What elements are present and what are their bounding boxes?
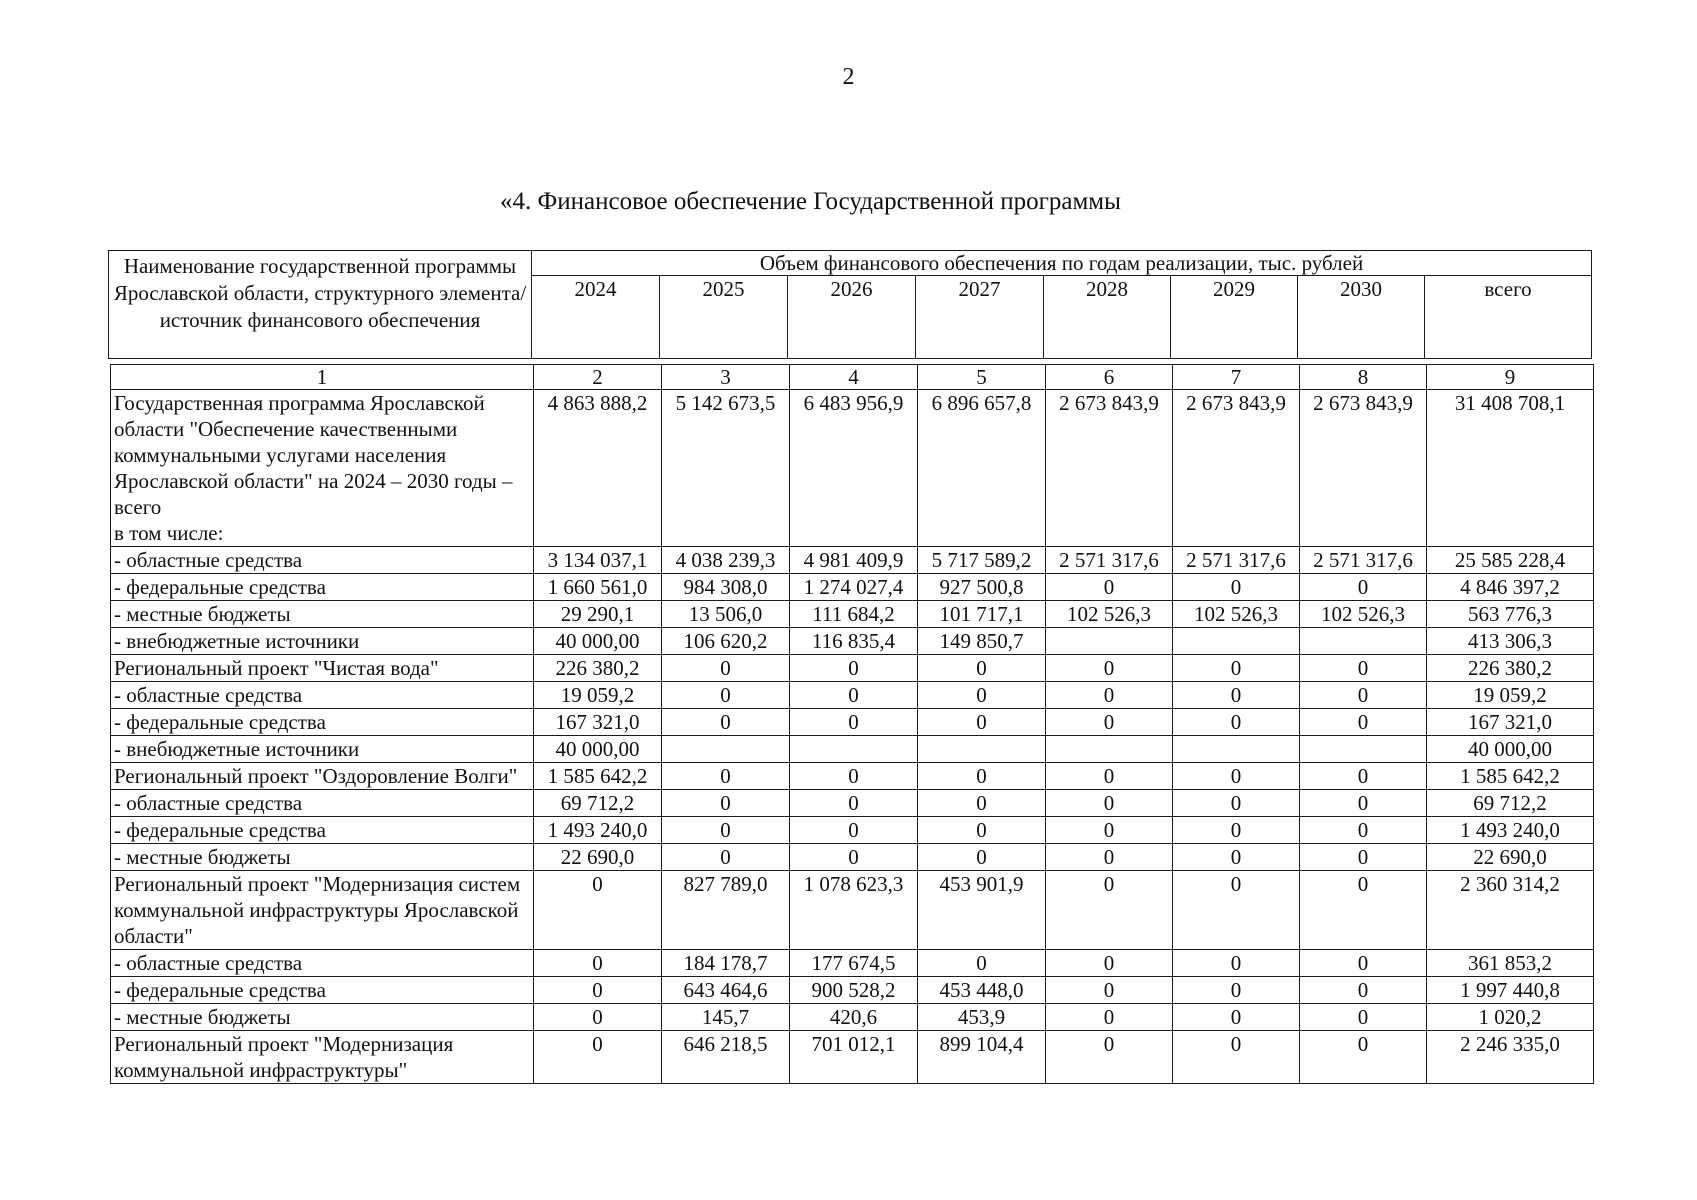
row-value: 0 [662,844,790,871]
row-value: 0 [790,844,918,871]
row-value: 22 690,0 [534,844,662,871]
table-row [111,682,1594,709]
row-value: 1 660 561,0 [534,574,662,601]
row-value: 40 000,00 [534,628,662,655]
row-value: 149 850,7 [918,628,1046,655]
row-value: 453,9 [918,1004,1046,1031]
row-name: - областные средства [111,950,534,977]
row-total: 69 712,2 [1427,790,1594,817]
row-name: Региональный проект "Оздоровление Волги" [111,763,534,790]
row-value: 40 000,00 [534,736,662,763]
row-total: 1 997 440,8 [1427,977,1594,1004]
row-value: 226 380,2 [534,655,662,682]
table-row [111,950,1594,977]
row-name: - федеральные средства [111,977,534,1004]
row-value: 0 [534,1031,662,1084]
row-value: 102 526,3 [1173,601,1300,628]
row-total: 19 059,2 [1427,682,1594,709]
row-value: 0 [918,790,1046,817]
row-value: 0 [790,763,918,790]
row-value: 646 218,5 [662,1031,790,1084]
row-value: 3 134 037,1 [534,547,662,574]
row-total: 4 846 397,2 [1427,574,1594,601]
row-value: 0 [534,950,662,977]
row-value: 4 863 888,2 [534,390,662,547]
row-total: 1 585 642,2 [1427,763,1594,790]
row-value: 453 901,9 [918,871,1046,950]
row-value: 0 [1046,790,1173,817]
row-value: 0 [918,655,1046,682]
row-value: 0 [1300,817,1427,844]
row-name: - федеральные средства [111,709,534,736]
row-value: 0 [1300,790,1427,817]
row-value: 4 981 409,9 [790,547,918,574]
row-value: 0 [1173,1004,1300,1031]
row-value [1046,736,1173,763]
row-value: 0 [1046,574,1173,601]
row-value: 0 [1173,709,1300,736]
row-value: 0 [662,655,790,682]
row-value: 1 274 027,4 [790,574,918,601]
row-value: 900 528,2 [790,977,918,1004]
row-name: - внебюджетные источники [111,736,534,763]
header-year: 2024 [532,276,660,359]
row-value [1046,628,1173,655]
row-total: 226 380,2 [1427,655,1594,682]
row-value: 2 571 317,6 [1300,547,1427,574]
header-year: 2028 [1044,276,1171,359]
header-name-column: Наименование государственной программы Ярославской области, структурного элемента/ источник финансового обеспечения [109,251,532,359]
table-header [108,250,1592,359]
row-value: 0 [790,817,918,844]
table-row [111,736,1594,763]
row-value: 0 [1046,871,1173,950]
row-value: 0 [534,1004,662,1031]
table-row [111,1031,1594,1084]
row-total: 1 020,2 [1427,1004,1594,1031]
row-value: 19 059,2 [534,682,662,709]
row-value [662,736,790,763]
row-value: 0 [790,682,918,709]
row-value: 0 [1300,1004,1427,1031]
row-total: 2 246 335,0 [1427,1031,1594,1084]
row-value: 827 789,0 [662,871,790,950]
header-funding-group: Объем финансового обеспечения по годам реализации, тыс. рублей [532,251,1592,276]
column-number: 6 [1046,365,1173,390]
row-total: 2 360 314,2 [1427,871,1594,950]
row-value [1300,736,1427,763]
row-total: 167 321,0 [1427,709,1594,736]
row-name: - внебюджетные источники [111,628,534,655]
table-row [111,977,1594,1004]
row-name: - федеральные средства [111,817,534,844]
row-value: 5 142 673,5 [662,390,790,547]
table-row [111,1004,1594,1031]
row-value: 0 [790,655,918,682]
row-value: 13 506,0 [662,601,790,628]
row-value: 0 [1300,977,1427,1004]
row-value: 0 [662,790,790,817]
header-year: 2025 [660,276,788,359]
row-value: 0 [662,817,790,844]
row-value: 2 571 317,6 [1173,547,1300,574]
row-value: 0 [1046,763,1173,790]
row-value: 0 [1300,1031,1427,1084]
column-number: 4 [790,365,918,390]
row-name: - местные бюджеты [111,601,534,628]
row-value: 0 [1300,871,1427,950]
row-value: 0 [1300,763,1427,790]
row-name: - областные средства [111,547,534,574]
row-value: 643 464,6 [662,977,790,1004]
table-row [111,709,1594,736]
table-row [111,574,1594,601]
row-value: 899 104,4 [918,1031,1046,1084]
row-value: 0 [1300,844,1427,871]
table-row [111,601,1594,628]
funding-table [110,364,1594,1084]
row-value: 111 684,2 [790,601,918,628]
row-value [918,736,1046,763]
header-year: 2027 [916,276,1044,359]
row-total: 1 493 240,0 [1427,817,1594,844]
row-value: 0 [1046,682,1173,709]
table-row [111,547,1594,574]
row-value: 0 [1046,817,1173,844]
column-number: 2 [534,365,662,390]
row-value: 106 620,2 [662,628,790,655]
row-value: 1 493 240,0 [534,817,662,844]
row-total: 563 776,3 [1427,601,1594,628]
row-value: 177 674,5 [790,950,918,977]
row-value: 0 [1173,977,1300,1004]
row-value: 0 [1046,709,1173,736]
table-row [111,844,1594,871]
row-value: 2 673 843,9 [1173,390,1300,547]
row-value: 0 [1046,1031,1173,1084]
row-total: 361 853,2 [1427,950,1594,977]
row-name: - областные средства [111,790,534,817]
row-value: 167 321,0 [534,709,662,736]
row-value: 0 [662,709,790,736]
row-name: - местные бюджеты [111,1004,534,1031]
row-value: 0 [1173,950,1300,977]
row-total: 25 585 228,4 [1427,547,1594,574]
table-row [111,763,1594,790]
row-value: 0 [1173,574,1300,601]
row-value: 0 [1173,844,1300,871]
row-value: 0 [534,977,662,1004]
row-value: 102 526,3 [1300,601,1427,628]
row-value: 0 [1173,790,1300,817]
row-value: 116 835,4 [790,628,918,655]
row-total: 31 408 708,1 [1427,390,1594,547]
row-value: 0 [1173,817,1300,844]
row-value: 2 571 317,6 [1046,547,1173,574]
row-value: 0 [1300,709,1427,736]
row-value: 453 448,0 [918,977,1046,1004]
row-value: 0 [1046,655,1173,682]
row-value: 145,7 [662,1004,790,1031]
row-total: 40 000,00 [1427,736,1594,763]
row-name: Региональный проект "Модернизация коммунальной инфраструктуры" [111,1031,534,1084]
row-value [790,736,918,763]
row-value: 0 [1173,763,1300,790]
row-total: 22 690,0 [1427,844,1594,871]
row-value [1300,628,1427,655]
row-value: 984 308,0 [662,574,790,601]
row-name: Региональный проект "Модернизация систем коммунальной инфраструктуры Ярославской области" [111,871,534,950]
row-value: 0 [918,844,1046,871]
table-row [111,628,1594,655]
row-value: 0 [662,682,790,709]
document-title: «4. Финансовое обеспечение Государственной программы [500,188,1121,215]
page-number: 2 [842,64,855,90]
row-value [1173,628,1300,655]
row-value: 1 078 623,3 [790,871,918,950]
row-value: 184 178,7 [662,950,790,977]
row-value: 0 [918,709,1046,736]
row-value: 0 [1173,682,1300,709]
table-row [111,390,1594,547]
row-value: 0 [1173,1031,1300,1084]
column-number: 9 [1427,365,1594,390]
column-number: 5 [918,365,1046,390]
row-value: 0 [1300,682,1427,709]
row-value: 0 [918,763,1046,790]
column-number: 7 [1173,365,1300,390]
row-value: 0 [1300,950,1427,977]
column-numbers-row [111,365,1594,390]
row-value: 29 290,1 [534,601,662,628]
row-value: 101 717,1 [918,601,1046,628]
table-row [111,817,1594,844]
row-value: 0 [790,709,918,736]
column-number: 1 [111,365,534,390]
row-value: 1 585 642,2 [534,763,662,790]
row-value: 0 [1300,655,1427,682]
row-name: Государственная программа Ярославской области "Обеспечение качественными коммунальными услугами населения Ярославской области" на 2024 – 2030 годы – всего в том числе: [111,390,534,547]
row-value: 4 038 239,3 [662,547,790,574]
row-value: 2 673 843,9 [1300,390,1427,547]
header-year: 2030 [1298,276,1425,359]
row-value: 0 [662,763,790,790]
row-value: 102 526,3 [1046,601,1173,628]
row-name: - федеральные средства [111,574,534,601]
row-value: 5 717 589,2 [918,547,1046,574]
row-value: 0 [534,871,662,950]
row-value: 0 [918,682,1046,709]
row-value: 69 712,2 [534,790,662,817]
header-year: 2026 [788,276,916,359]
row-value: 0 [918,817,1046,844]
table-row [111,871,1594,950]
table-row [111,790,1594,817]
row-value [1173,736,1300,763]
row-name: - областные средства [111,682,534,709]
row-value: 927 500,8 [918,574,1046,601]
row-value: 2 673 843,9 [1046,390,1173,547]
row-value: 0 [1173,655,1300,682]
table-row [111,655,1594,682]
header-year: 2029 [1171,276,1298,359]
row-value: 6 896 657,8 [918,390,1046,547]
row-value: 0 [1046,1004,1173,1031]
column-number: 8 [1300,365,1427,390]
row-value: 0 [1046,844,1173,871]
row-value: 701 012,1 [790,1031,918,1084]
row-value: 0 [1173,871,1300,950]
row-name: - местные бюджеты [111,844,534,871]
row-value: 0 [918,950,1046,977]
row-total: 413 306,3 [1427,628,1594,655]
row-name: Региональный проект "Чистая вода" [111,655,534,682]
row-value: 0 [790,790,918,817]
header-total: всего [1425,276,1592,359]
row-value: 0 [1300,574,1427,601]
row-value: 420,6 [790,1004,918,1031]
row-value: 6 483 956,9 [790,390,918,547]
column-number: 3 [662,365,790,390]
row-value: 0 [1046,950,1173,977]
row-value: 0 [1046,977,1173,1004]
